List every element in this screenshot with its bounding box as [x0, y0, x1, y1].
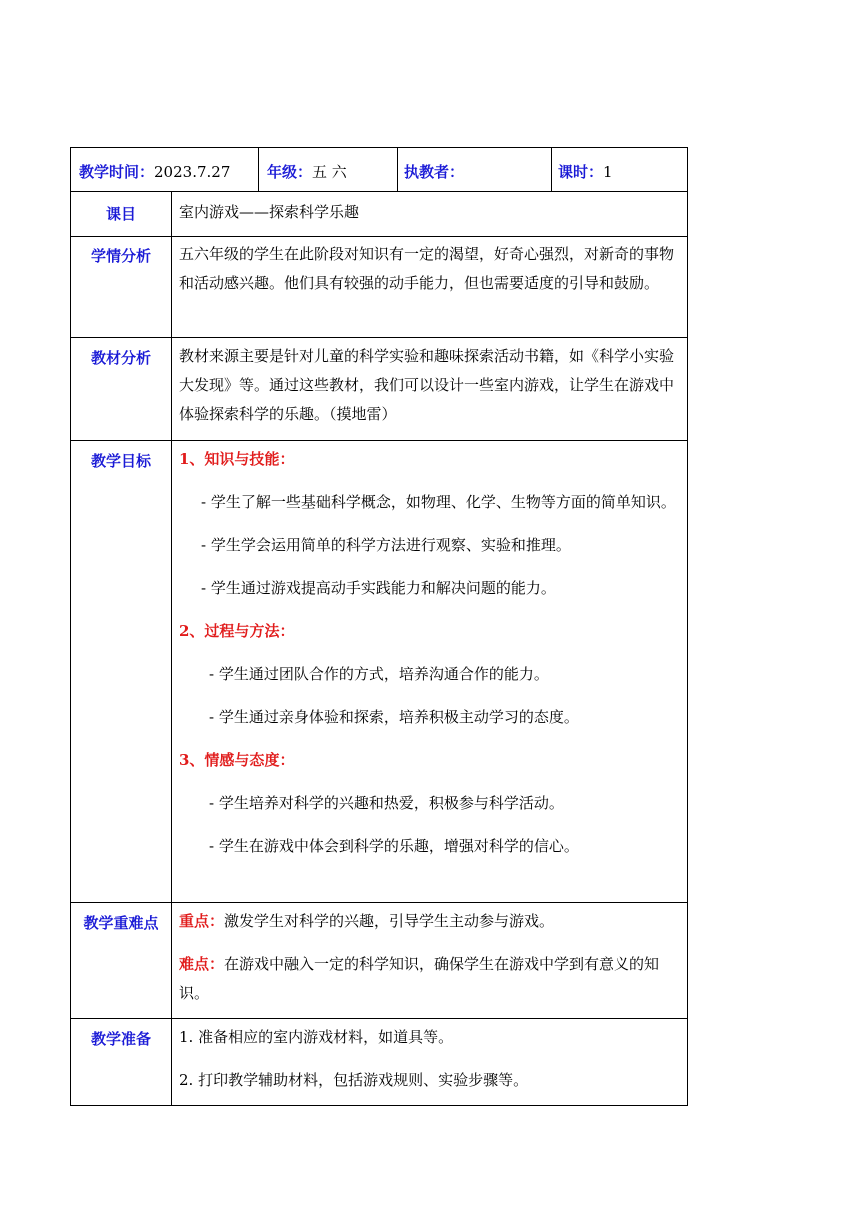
time-label: 教学时间： [79, 163, 155, 181]
period-label: 课时： [558, 163, 604, 181]
goals-label: 教学目标 [90, 452, 151, 470]
prep-label: 教学准备 [90, 1030, 151, 1048]
topic-content: 室内游戏——探索科学乐趣 [179, 203, 360, 221]
time-value: 2023.7.27 [154, 163, 231, 181]
topic-row [71, 192, 687, 237]
key-point [179, 907, 680, 936]
goal-item: - 学生在游戏中体会到科学的乐趣，增强对科学的信心。 [209, 837, 579, 855]
teacher-label: 执教者： [404, 163, 465, 181]
materials-content: 教材来源主要是针对儿童的科学实验和趣味探索活动书籍，如《科学小实验大发现》等。通过这些教材，我们可以设计一些室内游戏，让学生在游戏中体验探索科学的乐趣。（摸地雷） [179, 347, 675, 423]
goal-heading-3: 3、情感与态度： [179, 751, 295, 769]
goals-row [71, 441, 687, 903]
grade-label: 年级： [267, 163, 313, 181]
goal-item: - 学生通过游戏提高动手实践能力和解决问题的能力。 [201, 579, 556, 597]
goal-item: - 学生学会运用简单的科学方法进行观察、实验和推理。 [201, 536, 571, 554]
prep-content [172, 1019, 687, 1105]
diff-text: 在游戏中融入一定的科学知识，确保学生在游戏中学到有意义的知识。 [179, 955, 660, 1002]
keypoints-content [172, 903, 687, 1018]
grade-value: 五 六 [312, 163, 347, 181]
prep-item: 2. 打印教学辅助材料，包括游戏规则、实验步骤等。 [179, 1071, 529, 1089]
key-label: 重点： [179, 912, 225, 930]
topic-label: 课目 [105, 205, 136, 223]
goal-item: - 学生了解一些基础科学概念，如物理、化学、生物等方面的简单知识。 [201, 493, 676, 511]
students-row [71, 237, 687, 338]
goal-item: - 学生通过团队合作的方式，培养沟通合作的能力。 [209, 665, 549, 683]
materials-label: 教材分析 [90, 349, 151, 367]
header-row [71, 148, 687, 192]
difficult-point [179, 950, 680, 1008]
goals-content [172, 441, 687, 902]
time-cell [71, 148, 258, 191]
prep-row [71, 1019, 687, 1105]
period-value: 1 [603, 163, 613, 181]
lesson-plan-table [70, 147, 688, 1106]
goal-item: - 学生通过亲身体验和探索，培养积极主动学习的态度。 [209, 708, 579, 726]
students-content: 五六年级的学生在此阶段对知识有一定的渴望，好奇心强烈，对新奇的事物和活动感兴趣。他们具有较强的动手能力，但也需要适度的引导和鼓励。 [179, 245, 675, 292]
grade-cell [259, 148, 397, 191]
goal-item: - 学生培养对科学的兴趣和热爱，积极参与科学活动。 [209, 794, 564, 812]
goal-heading-1: 1、知识与技能： [179, 450, 295, 468]
materials-row [71, 338, 687, 441]
period-cell [552, 148, 687, 191]
key-text: 激发学生对科学的兴趣，引导学生主动参与游戏。 [224, 912, 555, 930]
students-label: 学情分析 [90, 247, 151, 265]
teacher-cell [398, 148, 551, 191]
prep-item: 1. 准备相应的室内游戏材料，如道具等。 [179, 1028, 454, 1046]
keypoints-label: 教学重难点 [83, 914, 159, 932]
keypoints-row [71, 903, 687, 1019]
goal-heading-2: 2、过程与方法： [179, 622, 295, 640]
diff-label: 难点： [179, 955, 225, 973]
